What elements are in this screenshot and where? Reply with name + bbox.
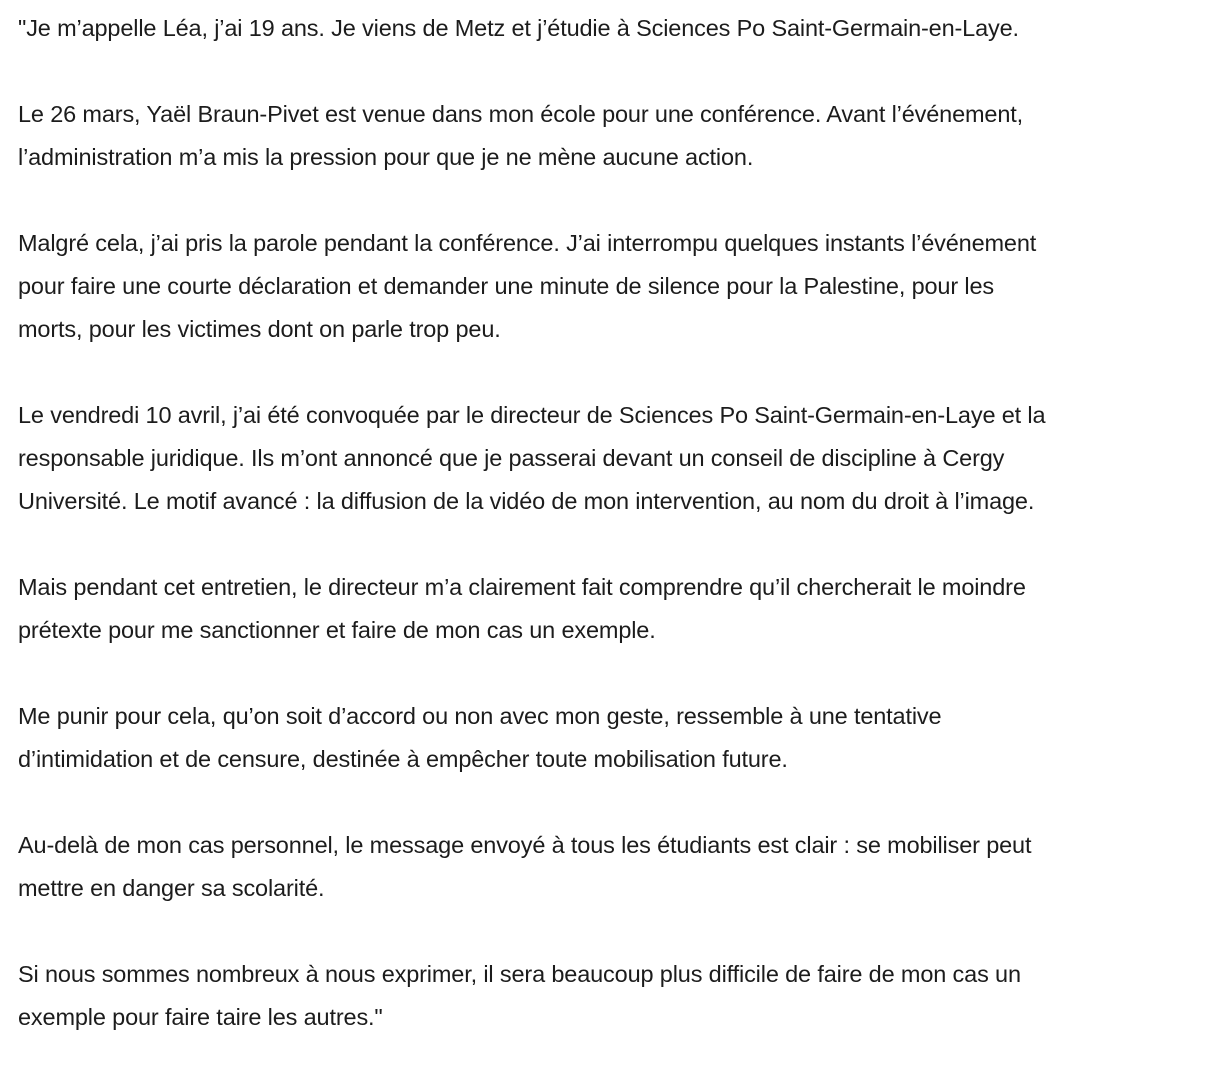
text-line: "Je m’appelle Léa, j’ai 19 ans. Je viens de Metz et j’étudie à Sciences Po Saint-Germain-en-Laye. bbox=[18, 15, 1019, 41]
text-line: Le 26 mars, Yaël Braun-Pivet est venue dans mon école pour une conférence. Avant l’événement, bbox=[18, 101, 1024, 127]
text-line: Me punir pour cela, qu’on soit d’accord ou non avec mon geste, ressemble à une tentative bbox=[18, 703, 942, 729]
text-line: mettre en danger sa scolarité. bbox=[18, 875, 325, 901]
text-line: responsable juridique. Ils m’ont annoncé que je passerai devant un conseil de discipline à Cergy bbox=[18, 445, 1005, 471]
text-line: prétexte pour me sanctionner et faire de mon cas un exemple. bbox=[18, 617, 656, 643]
text-line: pour faire une courte déclaration et demander une minute de silence pour la Palestine, pour les bbox=[18, 273, 994, 299]
paragraph-call-to-action bbox=[18, 953, 1218, 1039]
paragraph-interview bbox=[18, 566, 1218, 652]
paragraph-summons bbox=[18, 394, 1218, 523]
paragraph-message bbox=[18, 824, 1218, 910]
text-line: morts, pour les victimes dont on parle trop peu. bbox=[18, 316, 501, 342]
text-line: Si nous sommes nombreux à nous exprimer, il sera beaucoup plus difficile de faire de mon cas un bbox=[18, 961, 1021, 987]
text-line: Le vendredi 10 avril, j’ai été convoquée par le directeur de Sciences Po Saint-Germain-en-Laye et la bbox=[18, 402, 1046, 428]
paragraph-intro bbox=[18, 7, 1218, 50]
text-line: exemple pour faire taire les autres." bbox=[18, 1004, 383, 1030]
document-body bbox=[18, 7, 1218, 1082]
text-line: Malgré cela, j’ai pris la parole pendant la conférence. J’ai interrompu quelques instants l’événement bbox=[18, 230, 1037, 256]
text-line: Université. Le motif avancé : la diffusion de la vidéo de mon intervention, au nom du droit à l’image. bbox=[18, 488, 1035, 514]
paragraph-speech bbox=[18, 222, 1218, 351]
text-line: Mais pendant cet entretien, le directeur m’a clairement fait comprendre qu’il chercherait le moindre bbox=[18, 574, 1026, 600]
text-line: d’intimidation et de censure, destinée à empêcher toute mobilisation future. bbox=[18, 746, 788, 772]
paragraph-intimidation bbox=[18, 695, 1218, 781]
text-line: Au-delà de mon cas personnel, le message envoyé à tous les étudiants est clair : se mobiliser peut bbox=[18, 832, 1032, 858]
paragraph-conference bbox=[18, 93, 1218, 179]
text-line: l’administration m’a mis la pression pour que je ne mène aucune action. bbox=[18, 144, 754, 170]
